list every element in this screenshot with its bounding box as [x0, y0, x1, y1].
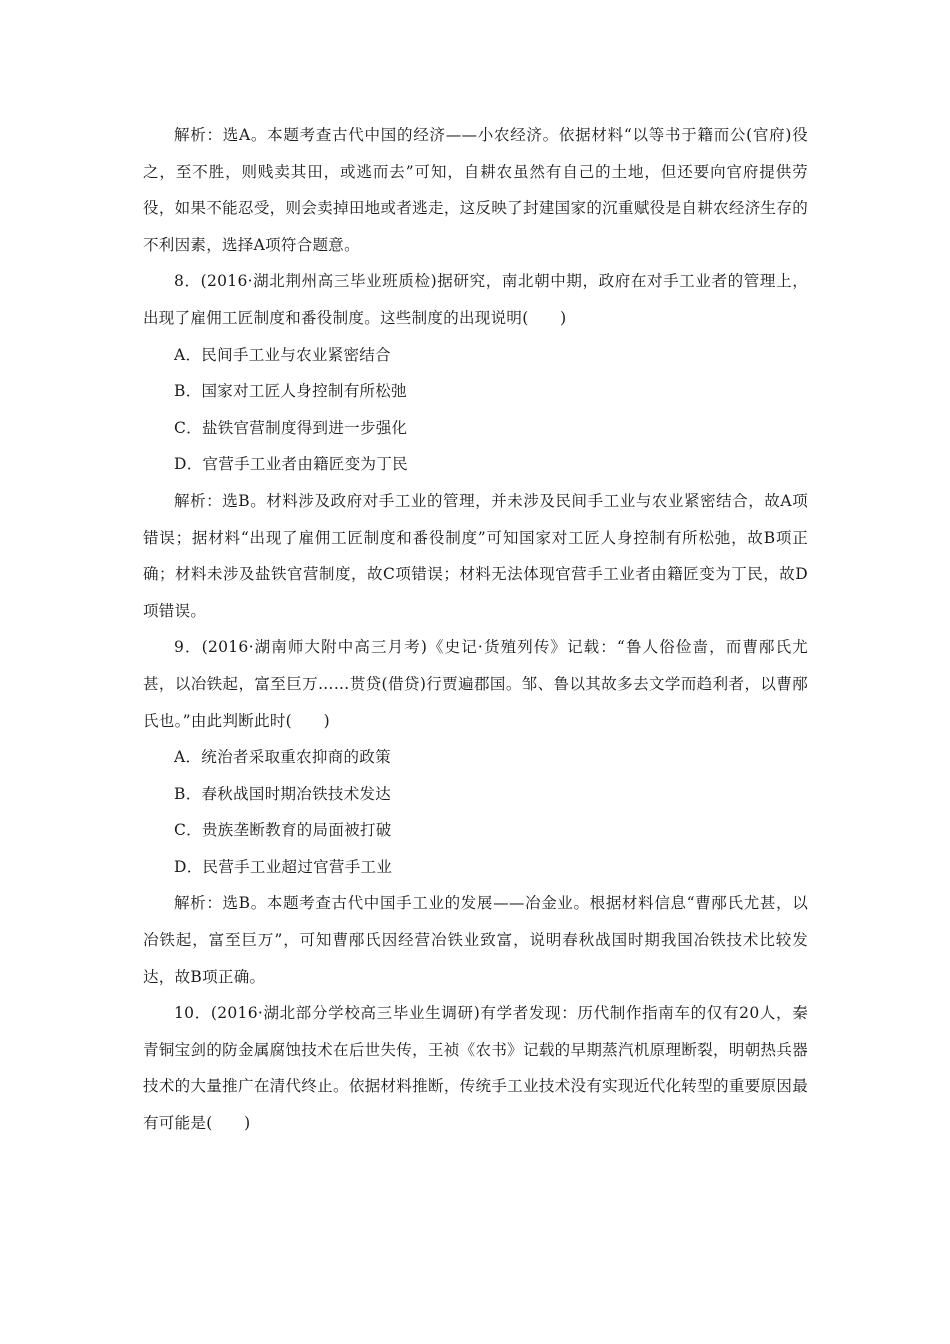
question-8-option-b: B．国家对工匠人身控制有所松弛: [174, 382, 407, 401]
question-8-analysis: 解析：选B。材料涉及政府对手工业的管理，并未涉及民间手工业与农业紧密结合，故A项错误；据材料“出现了雇佣工匠制度和番役制度”可知国家对工匠人身控制有所松弛，故B项正确；材料未涉及盐铁官营制度，故C项错误；材料无法体现官营手工业者由籍匠变为丁民，故D项错误。: [143, 491, 808, 620]
analysis-q7: 解析：选A。本题考查古代中国的经济——小农经济。依据材料“以等书于籍而公(官府)役之，至不胜，则贱卖其田，或逃而去”可知，自耕农虽然有自己的土地，但还要向官府提供劳役，如果不能忍受，则会卖掉田地或者逃走，这反映了封建国家的沉重赋役是自耕农经济生存的不利因素，选择A项符合题意。: [143, 126, 808, 254]
question-10: [143, 995, 808, 1141]
question-8-option-a: A．民间手工业与农业紧密结合: [174, 345, 391, 364]
question-8: [143, 263, 808, 629]
question-9-option-d: D．民营手工业超过官营手工业: [174, 857, 393, 876]
question-8-option-d: D．官营手工业者由籍匠变为丁民: [174, 455, 408, 474]
question-10-stem: 10．(2016·湖北部分学校高三毕业生调研)有学者发现：历代制作指南车的仅有20人，秦青铜宝剑的防金属腐蚀技术在后世失传，王祯《农书》记载的早期蒸汽机原理断裂，明朝热兵器技术的大量推广在清代终止。依据材料推断，传统手工业技术没有实现近代化转型的重要原因最有可能是( ): [143, 1004, 808, 1133]
question-9-option-b: B．春秋战国时期冶铁技术发达: [174, 784, 392, 803]
page-content: [143, 117, 808, 1142]
question-8-option-c: C．盐铁官营制度得到进一步强化: [174, 418, 408, 437]
question-9-option-c: C．贵族垄断教育的局面被打破: [174, 821, 392, 840]
question-9-analysis: 解析：选B。本题考查古代中国手工业的发展——冶金业。根据材料信息“曹邴氏尤甚，以冶铁起，富至巨万”，可知曹邴氏因经营冶铁业致富，说明春秋战国时期我国冶铁技术比较发达，故B项正确。: [143, 894, 808, 986]
question-9: [143, 629, 808, 995]
question-9-option-a: A．统治者采取重农抑商的政策: [174, 748, 391, 767]
question-9-stem: 9．(2016·湖南师大附中高三月考)《史记·货殖列传》记载：“鲁人俗俭啬，而曹邴氏尤甚，以冶铁起，富至巨万……贳贷(借贷)行贾遍郡国。邹、鲁以其故多去文学而趋利者，以曹邴氏也。”由此判断此时( ): [143, 638, 808, 730]
question-8-stem: 8．(2016·湖北荆州高三毕业班质检)据研究，南北朝中期，政府在对手工业者的管理上，出现了雇佣工匠制度和番役制度。这些制度的出现说明( ): [143, 272, 808, 327]
